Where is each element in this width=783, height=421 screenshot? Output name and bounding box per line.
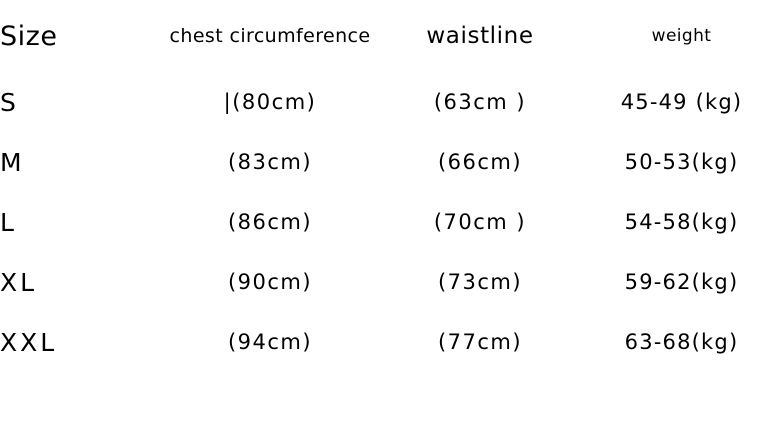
cell-weight: 45-49 (kg) [620, 90, 743, 114]
table-row [0, 72, 783, 132]
cell-chest: (86cm) [227, 210, 313, 234]
table-row [0, 132, 783, 192]
column-header-size: Size [0, 20, 58, 52]
cell-size: XXL [0, 327, 58, 357]
cell-weight: 59-62(kg) [624, 270, 739, 294]
cell-waistline: (73cm) [437, 270, 523, 294]
cell-weight: 54-58(kg) [624, 210, 739, 234]
table-header [0, 0, 783, 72]
header-row [0, 0, 783, 72]
column-header-weight: weight [651, 26, 712, 46]
cell-weight: 50-53(kg) [624, 150, 739, 174]
cell-chest: (90cm) [227, 270, 313, 294]
column-header-waistline: waistline [426, 23, 534, 49]
cell-chest: (83cm) [227, 150, 313, 174]
cell-chest: |(80cm) [223, 90, 317, 114]
table-row [0, 312, 783, 372]
cell-chest: (94cm) [227, 330, 313, 354]
cell-weight: 63-68(kg) [624, 330, 739, 354]
column-header-chest-circumference: chest circumference [169, 25, 371, 47]
cell-size: XL [0, 267, 38, 297]
cell-size: S [0, 87, 18, 117]
cell-size: L [0, 207, 16, 237]
cell-waistline: (66cm) [437, 150, 523, 174]
cell-waistline: (63cm ) [433, 90, 527, 114]
cell-waistline: (77cm) [437, 330, 523, 354]
cell-waistline: (70cm ) [433, 210, 527, 234]
table-row [0, 252, 783, 312]
table-body [0, 72, 783, 372]
cell-size: M [0, 147, 24, 177]
table-row [0, 192, 783, 252]
